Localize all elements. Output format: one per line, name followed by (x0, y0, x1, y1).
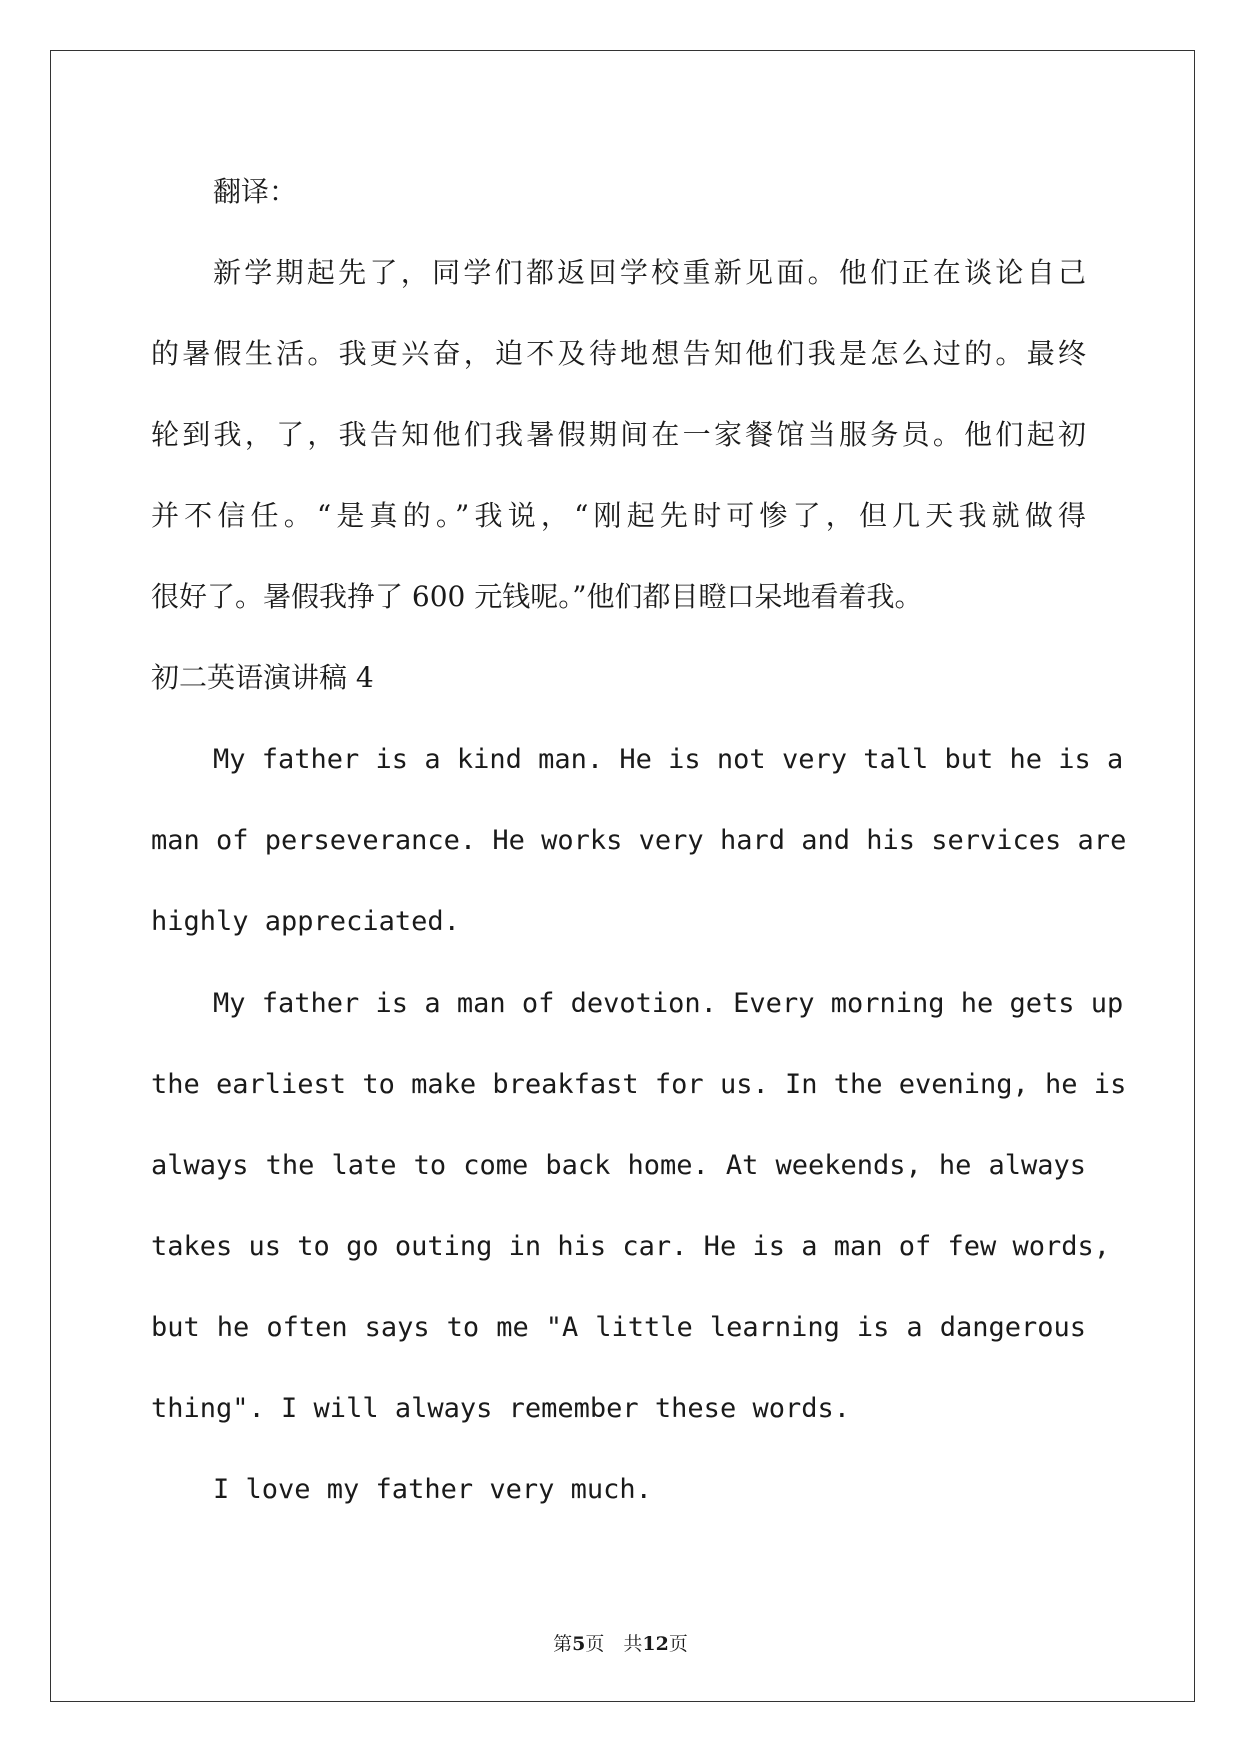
english-paragraph-1-line-2: man of perseverance. He works very hard and his services are (151, 825, 1127, 856)
chinese-paragraph-line-1: 新学期起先了，同学们都返回学校重新见面。他们正在谈论自己 (213, 256, 1086, 289)
english-paragraph-3: I love my father very much. (213, 1474, 652, 1505)
english-paragraph-2-line-4: takes us to go outing in his car. He is a man of few words, (151, 1231, 1111, 1262)
chinese-paragraph-line-5: 很好了。暑假我挣了 600 元钱呢。”他们都目瞪口呆地看着我。 (151, 580, 923, 613)
english-paragraph-2-line-5: but he often says to me "A little learning is a dangerous (151, 1312, 1086, 1343)
footer-page-number: 5 (572, 1633, 586, 1655)
english-paragraph-1-line-3: highly appreciated. (151, 906, 460, 937)
footer-prefix: 第 (553, 1633, 573, 1655)
section-title: 初二英语演讲稿 4 (151, 661, 374, 694)
english-paragraph-2-line-6: thing". I will always remember these words. (151, 1393, 850, 1424)
chinese-paragraph-line-2: 的暑假生活。我更兴奋，迫不及待地想告知他们我是怎么过的。最终 (151, 337, 1086, 370)
english-paragraph-1-line-1: My father is a kind man. He is not very tall but he is a (213, 744, 1124, 775)
english-paragraph-2-line-1: My father is a man of devotion. Every morning he gets up (213, 988, 1124, 1019)
page-footer (0, 1632, 1241, 1656)
english-paragraph-2-line-3: always the late to come back home. At weekends, he always (151, 1150, 1086, 1181)
footer-mid: 页 共 (585, 1633, 643, 1655)
english-paragraph-2-line-2: the earliest to make breakfast for us. In the evening, he is (151, 1069, 1127, 1100)
chinese-paragraph-line-4: 并不信任。“是真的。”我说，“刚起先时可惨了，但几天我就做得 (151, 499, 1086, 532)
page-border (50, 50, 1195, 1702)
chinese-paragraph-line-3: 轮到我，了，我告知他们我暑假期间在一家餐馆当服务员。他们起初 (151, 418, 1086, 451)
footer-suffix: 页 (668, 1633, 688, 1655)
footer-total-pages: 12 (642, 1633, 669, 1655)
translation-label: 翻译： (213, 175, 298, 208)
